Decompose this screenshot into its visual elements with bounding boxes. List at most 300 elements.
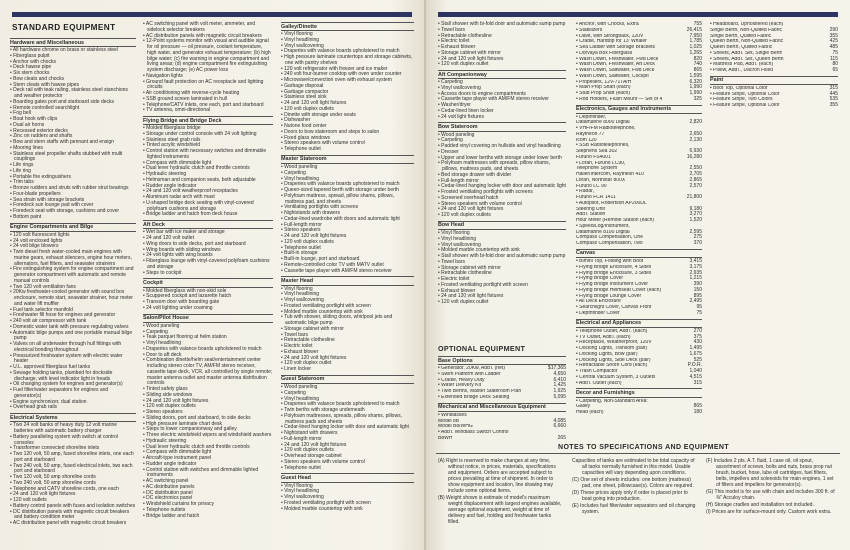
list-item: • 24 and 120 volt light fixtures xyxy=(281,101,414,107)
list-item: • Draperies with valance boards upholstered to match xyxy=(281,49,414,55)
list-item: • Vinyl headlining xyxy=(281,489,414,495)
list-item: • Steps to cockpit xyxy=(143,271,273,277)
price-label: Icom 120 xyxy=(576,137,597,143)
list-item: • Transformer connected shoreline inlets xyxy=(10,446,136,452)
list-item: • Full-length mirror xyxy=(281,223,414,229)
list-item: • Towel bars xyxy=(438,260,566,266)
price-label: Furuno FS4001 xyxy=(576,154,611,160)
list-item: • Storage cabinet with mirror xyxy=(438,266,566,272)
list-item: • Vinyl headlining xyxy=(281,38,414,44)
price-value: 740 xyxy=(693,61,702,68)
note-paragraph: (A) Right is reserved to make changes at any time, without notice, in prices, materials, specifications and equipment. Orders are accepted subject to prices prevailing at time of shipment. In order to show equipment and location, line drawing may include some optional items. xyxy=(438,458,556,494)
price-label: • Main Prop Shaft (each) xyxy=(576,85,631,91)
price-value: 755 xyxy=(693,21,702,27)
list-item: • Two 120 volt ventilation fans xyxy=(10,285,136,291)
left-column-1 xyxy=(10,38,136,527)
price-label: Hailer/Intercom, Raytheon 410 xyxy=(576,172,644,178)
list-item: • Scuppered cockpit and lazarette hatch xyxy=(143,294,273,300)
section-heading: Master Head xyxy=(281,276,414,285)
list-item: • Dual air horns xyxy=(10,123,136,129)
note-paragraph: (H) Storage cradles and installation not included. xyxy=(706,502,814,508)
list-item: • Polyfoam mattress, spread, pillow shams, pillows, mattress pad, and sheets xyxy=(281,194,414,206)
list-item: • Fog bell xyxy=(10,111,136,117)
list-item: • Freshwater fill hose for engines and generator xyxy=(10,313,136,319)
price-value: 1,990 xyxy=(689,90,702,96)
list-item: • Access doors to engine compartments xyxy=(438,92,566,98)
list-item: • 120 volt refrigerator with freezer and ice maker xyxy=(281,67,414,73)
list-item: • Full-length mirror xyxy=(281,437,414,443)
price-label: Head (each) xyxy=(576,410,604,416)
price-value: 535 xyxy=(829,96,838,103)
list-item: • Built-in lounge, port and starboard xyxy=(281,257,414,263)
list-item: • TV antenna, omni-directional xyxy=(143,108,273,114)
price-value: 2,595 xyxy=(689,228,702,235)
list-item: • Vinyl headlining xyxy=(281,292,414,298)
price-value: 1,495 xyxy=(689,345,702,352)
price-label: Stephens Sea 302 xyxy=(576,149,618,155)
price-label: • Add'l. Outlet (each) xyxy=(576,381,622,387)
price-value: 4,085 xyxy=(553,417,566,424)
price-label: Queen Berth, Non-Quilted Fabric xyxy=(710,39,784,45)
list-item: • Stereo speakers xyxy=(281,228,414,234)
price-label: Furuno FCR 1411 xyxy=(576,195,616,201)
note-paragraph: (B) Weight shown is estimate of model's maximum weight displacement with largest engines available, average optional equipment, weight at time of delivery and fuel, holding and freshwater tanks filled. xyxy=(438,495,562,525)
price-value: 430 xyxy=(693,339,702,346)
list-item: • Foredeck seat with storage, cushions and cover xyxy=(10,209,136,215)
list-item: • Overhead grab rails xyxy=(10,405,136,411)
price-label: • Anchor, with Chocks, Extra xyxy=(576,22,639,28)
price-value: 115 xyxy=(830,55,838,62)
section-heading: Aft Companionway xyxy=(438,70,566,79)
price-label: • Windlasses xyxy=(438,413,467,419)
list-item: • Pressurized freshwater system with electric water heater xyxy=(10,354,136,366)
price-label: • Flying Bridge Helmseat Cover (each) xyxy=(576,288,661,294)
right-column-3 xyxy=(710,22,838,109)
price-value: 1,990 xyxy=(689,84,702,91)
price-value: $17,365 xyxy=(547,365,566,372)
list-item: • Oil changing system for engines and generator(s) xyxy=(10,382,136,388)
list-item: • Polyfoam mattresses, spreads, pillow shams, pillows, mattress pads and sheets xyxy=(281,414,414,426)
list-item: • Twin berths with storage underneath xyxy=(281,408,414,414)
list-item: • Ventilating portlights with screens xyxy=(281,205,414,211)
list-item: • Exhaust blower xyxy=(438,289,566,295)
price-label: • Trash Compactor xyxy=(576,369,618,375)
list-item: • Life ring xyxy=(10,169,136,175)
list-item: • DC electronics panel xyxy=(143,496,273,502)
price-value: 75 xyxy=(832,49,838,56)
price-label: • Flying Bridge Enclosure, 3 Sides xyxy=(576,271,651,277)
price-value: 2,130 xyxy=(689,136,702,143)
price-value: 1,040 xyxy=(689,368,702,375)
list-item: • Domestic water tank with pressure regulating valves xyxy=(10,325,136,331)
price-value: 80 xyxy=(832,61,838,68)
list-item: • Electric toilet xyxy=(438,39,566,45)
list-item: • Nightstands with drawers xyxy=(281,211,414,217)
price-label: • Mattress Pad, Add'l. (each) xyxy=(710,62,773,68)
price-row xyxy=(576,381,702,387)
list-item: • Sewage holding tanks, plumbed for dockside discharge, with level indicator light in heads xyxy=(10,371,136,383)
list-item: • U-shaped bridge deck seating with vinyl-covered polyfoam cushions and storage xyxy=(143,201,273,213)
price-value: 3,175 xyxy=(689,263,702,270)
price-label: Datamarine 8100 Digital xyxy=(576,229,630,235)
section-heading: Aft Deck xyxy=(143,220,273,229)
price-label: • Speed/Log/Instrument, xyxy=(576,224,630,230)
price-label: • Stub Prop Shaft (each) xyxy=(576,91,630,97)
list-item: • Screened overhead hatch xyxy=(438,196,566,202)
price-value: 1,425 xyxy=(553,382,566,389)
list-item: • 240 volt four-burner cooktop with oven under counter xyxy=(281,72,414,78)
list-item: • Vinyl flooring xyxy=(438,231,566,237)
left-column-3 xyxy=(281,22,414,512)
list-item: • Wood paneling xyxy=(143,324,273,330)
list-item: • 120 volt duplex outlet xyxy=(281,361,414,367)
list-item: • Foredeck sun lounge pad with cover xyxy=(10,203,136,209)
list-item: • Frosted ventilating portlights with screens xyxy=(438,190,566,196)
price-value: 1,265 xyxy=(689,49,702,56)
list-item: • Vinyl wallcovering xyxy=(281,495,414,501)
list-item: • Wing boards with sliding windows xyxy=(143,248,273,254)
price-value: 2,935 xyxy=(689,269,702,276)
list-item: • 24 and 120 volt light fixtures xyxy=(281,234,414,240)
note-paragraph: (C) One set of sheets includes: one bottom (mattress) pad, one sheet, pillowcase(s). Colors are required. xyxy=(572,477,694,489)
notes-column-3 xyxy=(706,458,838,516)
list-item: • Vinyl wallcovering xyxy=(438,243,566,249)
list-item: • Telephone outlet xyxy=(281,466,414,472)
list-item: • 24 volt light fixtures xyxy=(438,115,566,121)
left-column-2 xyxy=(143,22,273,519)
note-paragraph: (E) Includes fuel filter/water separators and oil changing system. xyxy=(572,503,696,515)
list-item: • 120 volt duplex outlet xyxy=(438,300,566,306)
list-item: • Molded marble countertop with sink xyxy=(281,310,414,316)
list-item: • Two 120 volt, 50 amp, fused shoreline inlets, one each port and starboard xyxy=(10,452,136,464)
price-value: 3,270 xyxy=(689,211,702,218)
price-value: 315 xyxy=(829,84,838,91)
price-value: 2,550 xyxy=(689,165,702,172)
price-label: • Central Vacuum System, 3 Outlets xyxy=(576,375,655,381)
list-item: • 24 and 120 volt light fixtures xyxy=(438,207,566,213)
list-item: • Carpeting xyxy=(281,391,414,397)
list-item: • Air conditioning with reverse-cycle heating xyxy=(143,91,273,97)
price-value: 65 xyxy=(832,67,838,73)
list-item: • Engine synchronizer, dual station xyxy=(10,400,136,406)
list-item: • 24 and 120 volt light fixtures xyxy=(438,294,566,300)
list-item: • Twin diesel fresh water-cooled main engines with marine gears, exhaust silencers, engine hour meters, alternators, fuel filters, and seawater strainers xyxy=(10,250,136,267)
list-item: • 24 and 120 volt light fixtures xyxy=(281,443,414,449)
price-row xyxy=(438,395,566,401)
list-item: • Queen-sized tapered berth with storage under berth xyxy=(281,188,414,194)
list-item: • Cedar-lined linen locker xyxy=(438,109,566,115)
list-item: • Four-blade propellers xyxy=(10,192,136,198)
section-heading: Engine Compartments and Bilge xyxy=(10,223,136,232)
list-item: • 120 volt duplex outlets xyxy=(281,107,414,113)
list-item: • 120 volt fluorescent lights xyxy=(10,233,136,239)
price-label: Furuno LC 90 xyxy=(576,183,607,189)
price-value: 315 xyxy=(693,379,702,386)
list-item: • Battery paralleling system with switch at control consoles xyxy=(10,435,136,447)
list-item: • Mooring lines xyxy=(10,146,136,152)
list-item: • Stereo speakers with volume control xyxy=(281,141,414,147)
price-label: Compass Compensation, One xyxy=(576,235,643,241)
list-item: • Overhead storage cabinet xyxy=(281,454,414,460)
list-item: • Garbage disposal xyxy=(281,84,414,90)
list-item: • Tub with shower, sliding doors, whirlpool jets and automatic bilge pump xyxy=(281,315,414,327)
left-page xyxy=(0,0,424,550)
list-item: • Fuel tank selector manifold xyxy=(10,308,136,314)
list-item: • Telephone outlet xyxy=(281,246,414,252)
list-item: • Teak parquet flooring at helm station xyxy=(143,335,273,341)
list-item: • Cassette tape player with AM/FM stereo receiver xyxy=(281,269,414,275)
list-item: • 120 volt duplex outlets xyxy=(281,240,414,246)
list-item: • Molded fiberglass with non-skid sole xyxy=(143,289,273,295)
price-label: • Dorvaya Box Fiberglass xyxy=(576,51,632,57)
price-value: 1,785 xyxy=(689,38,702,45)
list-item: • Vinyl wallcovering xyxy=(281,298,414,304)
price-value: 325 xyxy=(693,95,702,102)
list-item: • Bronze rudders and struts with rubber strut bearings xyxy=(10,186,136,192)
list-item: • Cassette tape player with AM/FM stereo receiver xyxy=(438,97,566,103)
price-label: Single Berth, Quilted Fabric xyxy=(710,33,772,39)
price-label: • Depthfinder Cover xyxy=(576,311,620,317)
list-item: • Fire extinguishing system for engine compartment and generator compartment with automatic and remote manual controls xyxy=(10,267,136,284)
price-label: • Pillow, Add'l., Dacron Filled xyxy=(710,68,773,74)
price-value: 370 xyxy=(693,240,702,247)
section-heading: Hardware and Miscellaneous xyxy=(10,38,136,47)
price-label: • Flying Bridge Lounge Cover xyxy=(576,294,641,300)
list-item: • Carpeting xyxy=(281,171,414,177)
list-item: • Control station with switches and dimmable lighted instruments xyxy=(143,468,273,480)
notes-title: NOTES TO SPECIFICATIONS AND EQUIPMENT xyxy=(558,444,730,451)
list-item: • Anchor with chocks xyxy=(10,60,136,66)
price-row xyxy=(576,311,702,317)
list-item: • Combination dinette/helm seat/entertainment center including stereo color TV, AM/FM stereo receiver, cassette tape deck, VCR, all controlled by single remote; master antenna outlet and master antenna distribution controls xyxy=(143,358,273,387)
list-item: • Transom door with boarding gate xyxy=(143,300,273,306)
section-heading: Electrical and Appliances xyxy=(576,319,702,328)
list-item: • 24 and 120 volt outlet xyxy=(143,236,273,242)
list-item: • Telephone outlets xyxy=(143,508,273,514)
list-item: • DC distribution panel xyxy=(143,491,273,497)
list-item: • Navigation lights xyxy=(143,74,273,80)
list-item: • Two 120 volt, 50 amp shoreline cords xyxy=(10,475,136,481)
list-item: • Padded vinyl covering on hullside and vinyl headlining xyxy=(438,144,566,150)
price-label: B8WH xyxy=(438,435,453,441)
price-value: 4,515 xyxy=(689,373,702,380)
price-value: 2,705 xyxy=(689,171,702,178)
price-label: • Wash Down, Freshwater, Aft Deck xyxy=(576,62,655,68)
price-label: • Receptacle, Weatherproof, 120V xyxy=(576,340,652,346)
list-item: • Stereo speakers with volume control xyxy=(438,202,566,208)
list-item: • Helmsman and companion seats, both adjustable xyxy=(143,178,273,184)
price-value: 95 xyxy=(696,304,702,311)
note-paragraph: Capacities of tanks are estimated to be total capacity of all tanks normally furnished in this model. Usable capacities will vary depending upon conditions. xyxy=(572,458,695,476)
list-item: • Storage cabinet with mirror xyxy=(281,327,414,333)
list-item: • Hydraulic steering xyxy=(143,439,273,445)
price-label: • Propellers, 12V-71TA/H xyxy=(576,80,631,86)
price-value: 390 xyxy=(693,281,702,288)
list-item: • Molded marble countertop with sink xyxy=(281,507,414,513)
list-item: • Sea strain with storage brackets xyxy=(10,198,136,204)
section-heading: Bow Stateroom xyxy=(438,122,566,131)
list-item: • Stall shower with bi-fold door and automatic sump pump xyxy=(438,22,566,28)
price-label: • Twin Berths, Master Stateroom Plan xyxy=(438,389,521,395)
price-value: 2,820 xyxy=(689,119,702,126)
section-heading: Flying Bridge and Bridge Deck xyxy=(143,116,273,125)
price-label: Galley xyxy=(576,404,591,410)
price-value: 2,865 xyxy=(689,176,702,183)
list-item: • Bottom paint xyxy=(10,215,136,221)
price-label: • Stabilizers xyxy=(576,28,602,34)
note-paragraph: (F) Includes 2 pts. A.T. fluid, 1 case oil, oil spout, assortment of screws, bolts and nuts, brass prop nut brush, bucket, hose, lube oil cartridges, fuel filters, belts, impellers and solenoids for main engines, 1 set of filters and impellers for generator(s). xyxy=(706,458,834,488)
list-item: • Fiberglass lounge with vinyl-covered polyfoam cushions and storage xyxy=(143,259,273,271)
list-item: • Remote-controlled color TV with MATV outlet xyxy=(281,263,414,269)
price-label: • Cradle, Heavy Duty xyxy=(438,378,485,384)
list-item: • Recessed exterior decks xyxy=(10,129,136,135)
price-label: • Telephone Outlet, Add'l. (each) xyxy=(576,329,647,335)
price-label: Compass Compensation, Two xyxy=(576,241,643,247)
price-row xyxy=(576,97,702,103)
list-item: • 120 volt duplex outlets xyxy=(143,404,273,410)
list-item: • Nightstand with drawers xyxy=(281,431,414,437)
list-item: • Exhaust blower xyxy=(438,45,566,51)
list-item: • Vinyl wallcovering xyxy=(281,44,414,50)
list-item: • Telephone outlet xyxy=(281,147,414,153)
list-item: • Draperies with valance boards upholstered to match xyxy=(143,347,273,353)
price-label: Telephone System xyxy=(576,166,618,172)
price-label: • Flying Bridge Cover xyxy=(576,276,623,282)
list-item: • Telephone and CATV shoreline cords, one each xyxy=(10,487,136,493)
price-label: • Extended Bridge Deck Seating xyxy=(438,395,509,401)
list-item: • Rudder angle indicator xyxy=(143,462,273,468)
standard-equipment-title: STANDARD EQUIPMENT xyxy=(12,23,116,32)
list-item: • 120 volt duplex outlet xyxy=(438,62,566,68)
list-item: • Upper and lower berths with storage under lower berth xyxy=(438,156,566,162)
list-item: • Telephone/CATV inlets, one each, port and starboard xyxy=(143,103,273,109)
price-value: 150 xyxy=(693,286,702,293)
list-item: • Wood paneling xyxy=(281,385,414,391)
list-item: • Draperies with valance boards upholstered to match xyxy=(281,402,414,408)
price-value: 865 xyxy=(693,403,702,410)
list-item: • Electric toilet xyxy=(438,277,566,283)
list-item: • Steps to lower companionway and galley xyxy=(143,427,273,433)
price-value: 375 xyxy=(693,333,702,340)
list-item: • Storage under control console with 24 volt lighting xyxy=(143,132,273,138)
price-value: 290 xyxy=(829,26,838,33)
list-item: • Boat hook with clips xyxy=(10,117,136,123)
list-item: • Bed storage drawer with divider xyxy=(438,173,566,179)
note-paragraph: (G) This model is for use with chain and includes 300 ft. of ⅜" Acculoy chain. xyxy=(706,489,835,501)
list-item: • Windshield curtains for privacy xyxy=(143,502,273,508)
section-heading: Master Stateroom xyxy=(281,155,414,164)
price-label: • Carpeting, Non-Standard Area: xyxy=(576,399,648,405)
list-item: • Automatic bilge pumps and one portable manual bilge pump xyxy=(10,331,136,343)
list-item: • Vinyl headlining xyxy=(281,177,414,183)
list-item: • 24 volt bilge blowers xyxy=(10,244,136,250)
price-label: • Feature Stripe, Two Colors xyxy=(710,97,773,103)
list-item: • Microwave/convection oven with exhaust system xyxy=(281,78,414,84)
list-item: • Two 240 volt, 50 amp shoreline cords xyxy=(10,481,136,487)
list-item: • Carpeting xyxy=(438,138,566,144)
price-value: 6,410 xyxy=(553,376,566,383)
price-label: • Bimini Top, Folding with Boot xyxy=(576,259,643,265)
list-item: • Tinted safety glass xyxy=(143,387,273,393)
price-value: 2,650 xyxy=(689,130,702,137)
list-item: • Dishwasher xyxy=(281,118,414,124)
price-value: 355 xyxy=(829,32,838,39)
price-label: • Sheets, Add'l. Set, Single Berth xyxy=(710,51,782,57)
price-value: 865 xyxy=(693,67,702,73)
price-label: • Radar, xyxy=(576,189,594,195)
list-item: • SSB ground screen laminated in hull xyxy=(143,97,273,103)
price-value: 6,930 xyxy=(689,148,702,155)
list-item: • Exhaust blower xyxy=(281,350,414,356)
list-item: • Life rings xyxy=(10,163,136,169)
price-label: • Docking Lights, Bow (pair) xyxy=(576,352,638,358)
section-heading: Guest Head xyxy=(281,473,414,482)
list-item: • Towel bars xyxy=(438,28,566,34)
list-item: • 24 and 120 volt light fixtures xyxy=(281,356,414,362)
price-value: 1,595 xyxy=(689,72,702,79)
price-label: • Boot Top, Optional Color xyxy=(710,86,768,92)
list-item: • Battery control panels with fuses and isolation switches xyxy=(10,504,136,510)
list-item: • 120 volt duplex outlets xyxy=(281,448,414,454)
price-label: Hour Meter (Remote Station (each) xyxy=(576,218,655,224)
price-label: Raytheon 77 xyxy=(576,131,605,137)
price-value: 7,950 xyxy=(689,32,702,39)
price-label: • All Deck Enclosure xyxy=(576,299,621,305)
list-item: • 120 volt duplex outlets xyxy=(438,213,566,219)
list-item: • Towel bars xyxy=(281,333,414,339)
list-item: • 24 and 120 volt light fixtures xyxy=(438,57,566,63)
list-item: • Carpeting xyxy=(143,330,273,336)
price-row xyxy=(576,410,702,416)
list-item: • Ground fault protection on AC receptacle and lighting circuits xyxy=(143,80,273,92)
section-heading: Salon/Pilot House xyxy=(143,314,273,323)
price-value: 265 xyxy=(557,434,566,441)
price-value: 425 xyxy=(829,38,838,45)
list-item: • Frosted ventilating portlight with screen xyxy=(281,501,414,507)
list-item: • Stern cleats with hawse pipes xyxy=(10,83,136,89)
list-item: • Six stern chocks xyxy=(10,71,136,77)
list-item: • Retractable clothesline xyxy=(438,271,566,277)
price-value: 5,095 xyxy=(553,393,566,400)
section-heading: Decor and Furnishings xyxy=(576,388,702,397)
notes-rule xyxy=(436,453,840,454)
list-item: • Trim tabs xyxy=(10,180,136,186)
price-value: 445 xyxy=(829,90,838,97)
list-item: • Molded fiberglass bridge xyxy=(143,126,273,132)
price-value: 1,925 xyxy=(553,388,566,395)
list-item: • All hardware chrome on brass or stainless steel xyxy=(10,48,136,54)
list-item: • Vinyl flooring xyxy=(281,32,414,38)
list-item: • Deck hawse pipe xyxy=(10,65,136,71)
price-value: 9,180 xyxy=(689,205,702,212)
list-item: • Built-in storage xyxy=(281,251,414,257)
list-item: • U.L. approved fiberglass fuel tanks xyxy=(10,365,136,371)
right-column-2 xyxy=(576,22,702,416)
list-item: • 24 and 120 volt light fixtures xyxy=(143,399,273,405)
list-item: • Vinyl headlining xyxy=(143,341,273,347)
price-label: • Water Delivery Kit xyxy=(438,383,481,389)
list-item: • Vinyl flooring xyxy=(281,484,414,490)
list-item: • DC distribution panels with magnetic circuit breakers and battery condition meter xyxy=(10,510,136,522)
price-value: 355 xyxy=(829,102,838,109)
price-value: 21,800 xyxy=(686,194,702,201)
list-item: • High pressure laminate countertops and storage cabinets, one with pantry shelves xyxy=(281,55,414,67)
price-value: 16,280 xyxy=(686,153,702,160)
list-item: • 24 and 120 volt light fixtures xyxy=(10,492,136,498)
price-value: 2,495 xyxy=(689,298,702,305)
list-item: • Bridge ladder and hatch from deck house xyxy=(143,212,273,218)
price-value: 1,025 xyxy=(689,44,702,50)
